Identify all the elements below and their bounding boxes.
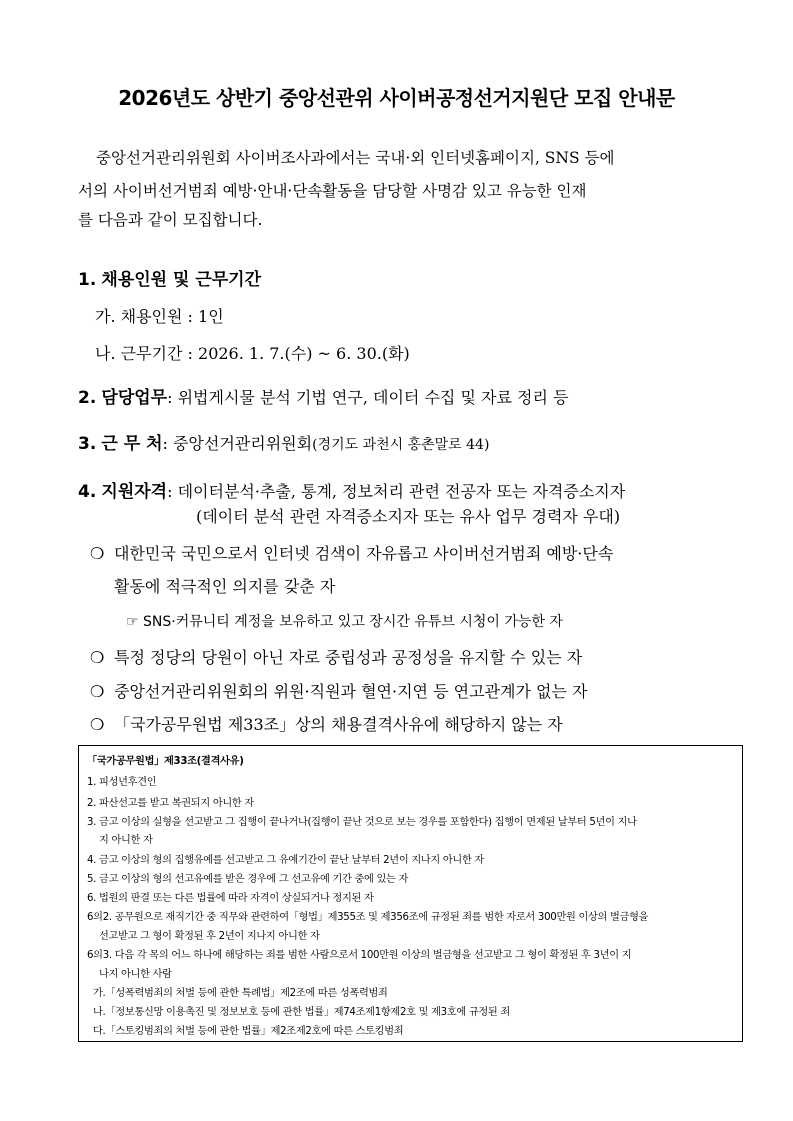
section-title: 근 무 처 [101, 434, 163, 454]
qualification-item-3 [90, 679, 587, 702]
duty-text: : 위법게시물 분석 기법 연구, 데이터 수집 및 자료 정리 등 [167, 388, 569, 407]
section-number: 4. [78, 482, 97, 502]
workplace-text: : 중앙선거관리위원회 [162, 434, 313, 453]
section-4-heading [78, 477, 625, 502]
bullet-circle-icon: ❍ [90, 544, 105, 563]
box-line: 6의3. 다음 각 목의 어느 하나에 해당하는 죄를 범한 사람으로서 100만원 이상의 벌금형을 선고받고 그 형이 확정된 후 3년이 지 [87, 950, 632, 961]
box-line: 1. 피성년후견인 [87, 777, 157, 788]
section-1-heading [78, 265, 261, 290]
bullet-circle-icon: ❍ [90, 648, 105, 667]
qualification-text: 특정 정당의 당원이 아닌 자로 중립성과 공정성을 유지할 수 있는 자 [114, 648, 583, 667]
qualification-item-1 [90, 541, 613, 564]
box-line: 가.「성폭력범죄의 처벌 등에 관한 특례법」제2조에 따른 성폭력범죄 [93, 988, 388, 999]
qualification-item-1-cont: 활동에 적극적인 의지를 갖춘 자 [114, 577, 336, 596]
qualification-note: ☞ SNS·커뮤니티 계정을 보유하고 있고 장시간 유튜브 시청이 가능한 자 [126, 614, 563, 630]
bullet-circle-icon: ❍ [90, 715, 105, 734]
box-line: 선고받고 그 형이 확정된 후 2년이 지나지 아니한 자 [99, 931, 320, 942]
section-number: 3. [78, 434, 97, 454]
box-line: 3. 금고 이상의 실형을 선고받고 그 집행이 끝나거나(집행이 끝난 것으로 보는 경우를 포함한다) 집행이 면제된 날부터 5년이 지나 [87, 817, 637, 828]
bullet-circle-icon: ❍ [90, 682, 105, 701]
qualification-item-2 [90, 645, 582, 668]
qualification-text: 「국가공무원법 제33조」상의 채용결격사유에 해당하지 않는 자 [114, 715, 563, 734]
work-period: 나. 근무기간 : 2026. 1. 7.(수) ~ 6. 30.(화) [95, 344, 410, 363]
box-line: 지 아니한 자 [99, 835, 153, 846]
section-title: 담당업무 [101, 388, 168, 408]
box-line: 나지 아니한 사람 [99, 969, 172, 980]
qualification-text: : 데이터분석·추출, 통계, 정보처리 관련 전공자 또는 자격증소지자 [167, 482, 626, 501]
qualification-text: 대한민국 국민으로서 인터넷 검색이 자유롭고 사이버선거범죄 예방·단속 [114, 544, 614, 563]
intro-line-3: 를 다음과 같이 모집합니다. [78, 211, 263, 229]
section-title: 지원자격 [101, 482, 168, 502]
page-title: 2026년도 상반기 중앙선관위 사이버공정선거지원단 모집 안내문 [118, 86, 675, 110]
qualification-preference: (데이터 분석 관련 자격증소지자 또는 유사 업무 경력자 우대) [196, 507, 621, 526]
box-line: 5. 금고 이상의 형의 선고유예를 받은 경우에 그 선고유예 기간 중에 있는 자 [87, 874, 409, 885]
workplace-address: (경기도 과천시 홍촌말로 44) [312, 437, 490, 453]
recruit-count: 가. 채용인원 : 1인 [95, 307, 224, 326]
section-number: 2. [78, 388, 97, 408]
box-line: 2. 파산선고를 받고 복권되지 아니한 자 [87, 798, 254, 809]
box-line: 다.「스토킹범죄의 처벌 등에 관한 법률」제2조제2호에 따른 스토킹범죄 [93, 1026, 404, 1037]
qualification-text: 중앙선거관리위원회의 위원·직원과 혈연·지연 등 연고관계가 없는 자 [114, 682, 588, 701]
section-title: 채용인원 및 근무기간 [101, 270, 262, 290]
disqualification-box [78, 745, 743, 1042]
section-3-heading [78, 429, 489, 454]
box-line: 6의2. 공무원으로 재직기간 중 직무와 관련하여「형법」제355조 및 제356조에 규정된 죄를 범한 자로서 300만원 이상의 벌금형을 [87, 912, 649, 923]
box-line: 6. 법원의 판결 또는 다른 법률에 따라 자격이 상실되거나 정지된 자 [87, 893, 374, 904]
intro-line-1: 중앙선거관리위원회 사이버조사과에서는 국내·외 인터넷홈페이지, SNS 등에 [96, 149, 615, 167]
intro-line-2: 서의 사이버선거범죄 예방·안내·단속활동을 담당할 사명감 있고 유능한 인재 [78, 182, 587, 200]
qualification-item-4 [90, 712, 563, 735]
box-title: 「국가공무원법」제33조(결격사유) [87, 756, 244, 767]
box-line: 나.「정보통신망 이용촉진 및 정보보호 등에 관한 법률」제74조제1항제2호 및 제3호에 규정된 죄 [93, 1007, 510, 1018]
section-2-heading [78, 383, 568, 408]
box-line: 4. 금고 이상의 형의 집행유예를 선고받고 그 유예기간이 끝난 날부터 2년이 지나지 아니한 자 [87, 855, 484, 866]
section-number: 1. [78, 270, 97, 290]
